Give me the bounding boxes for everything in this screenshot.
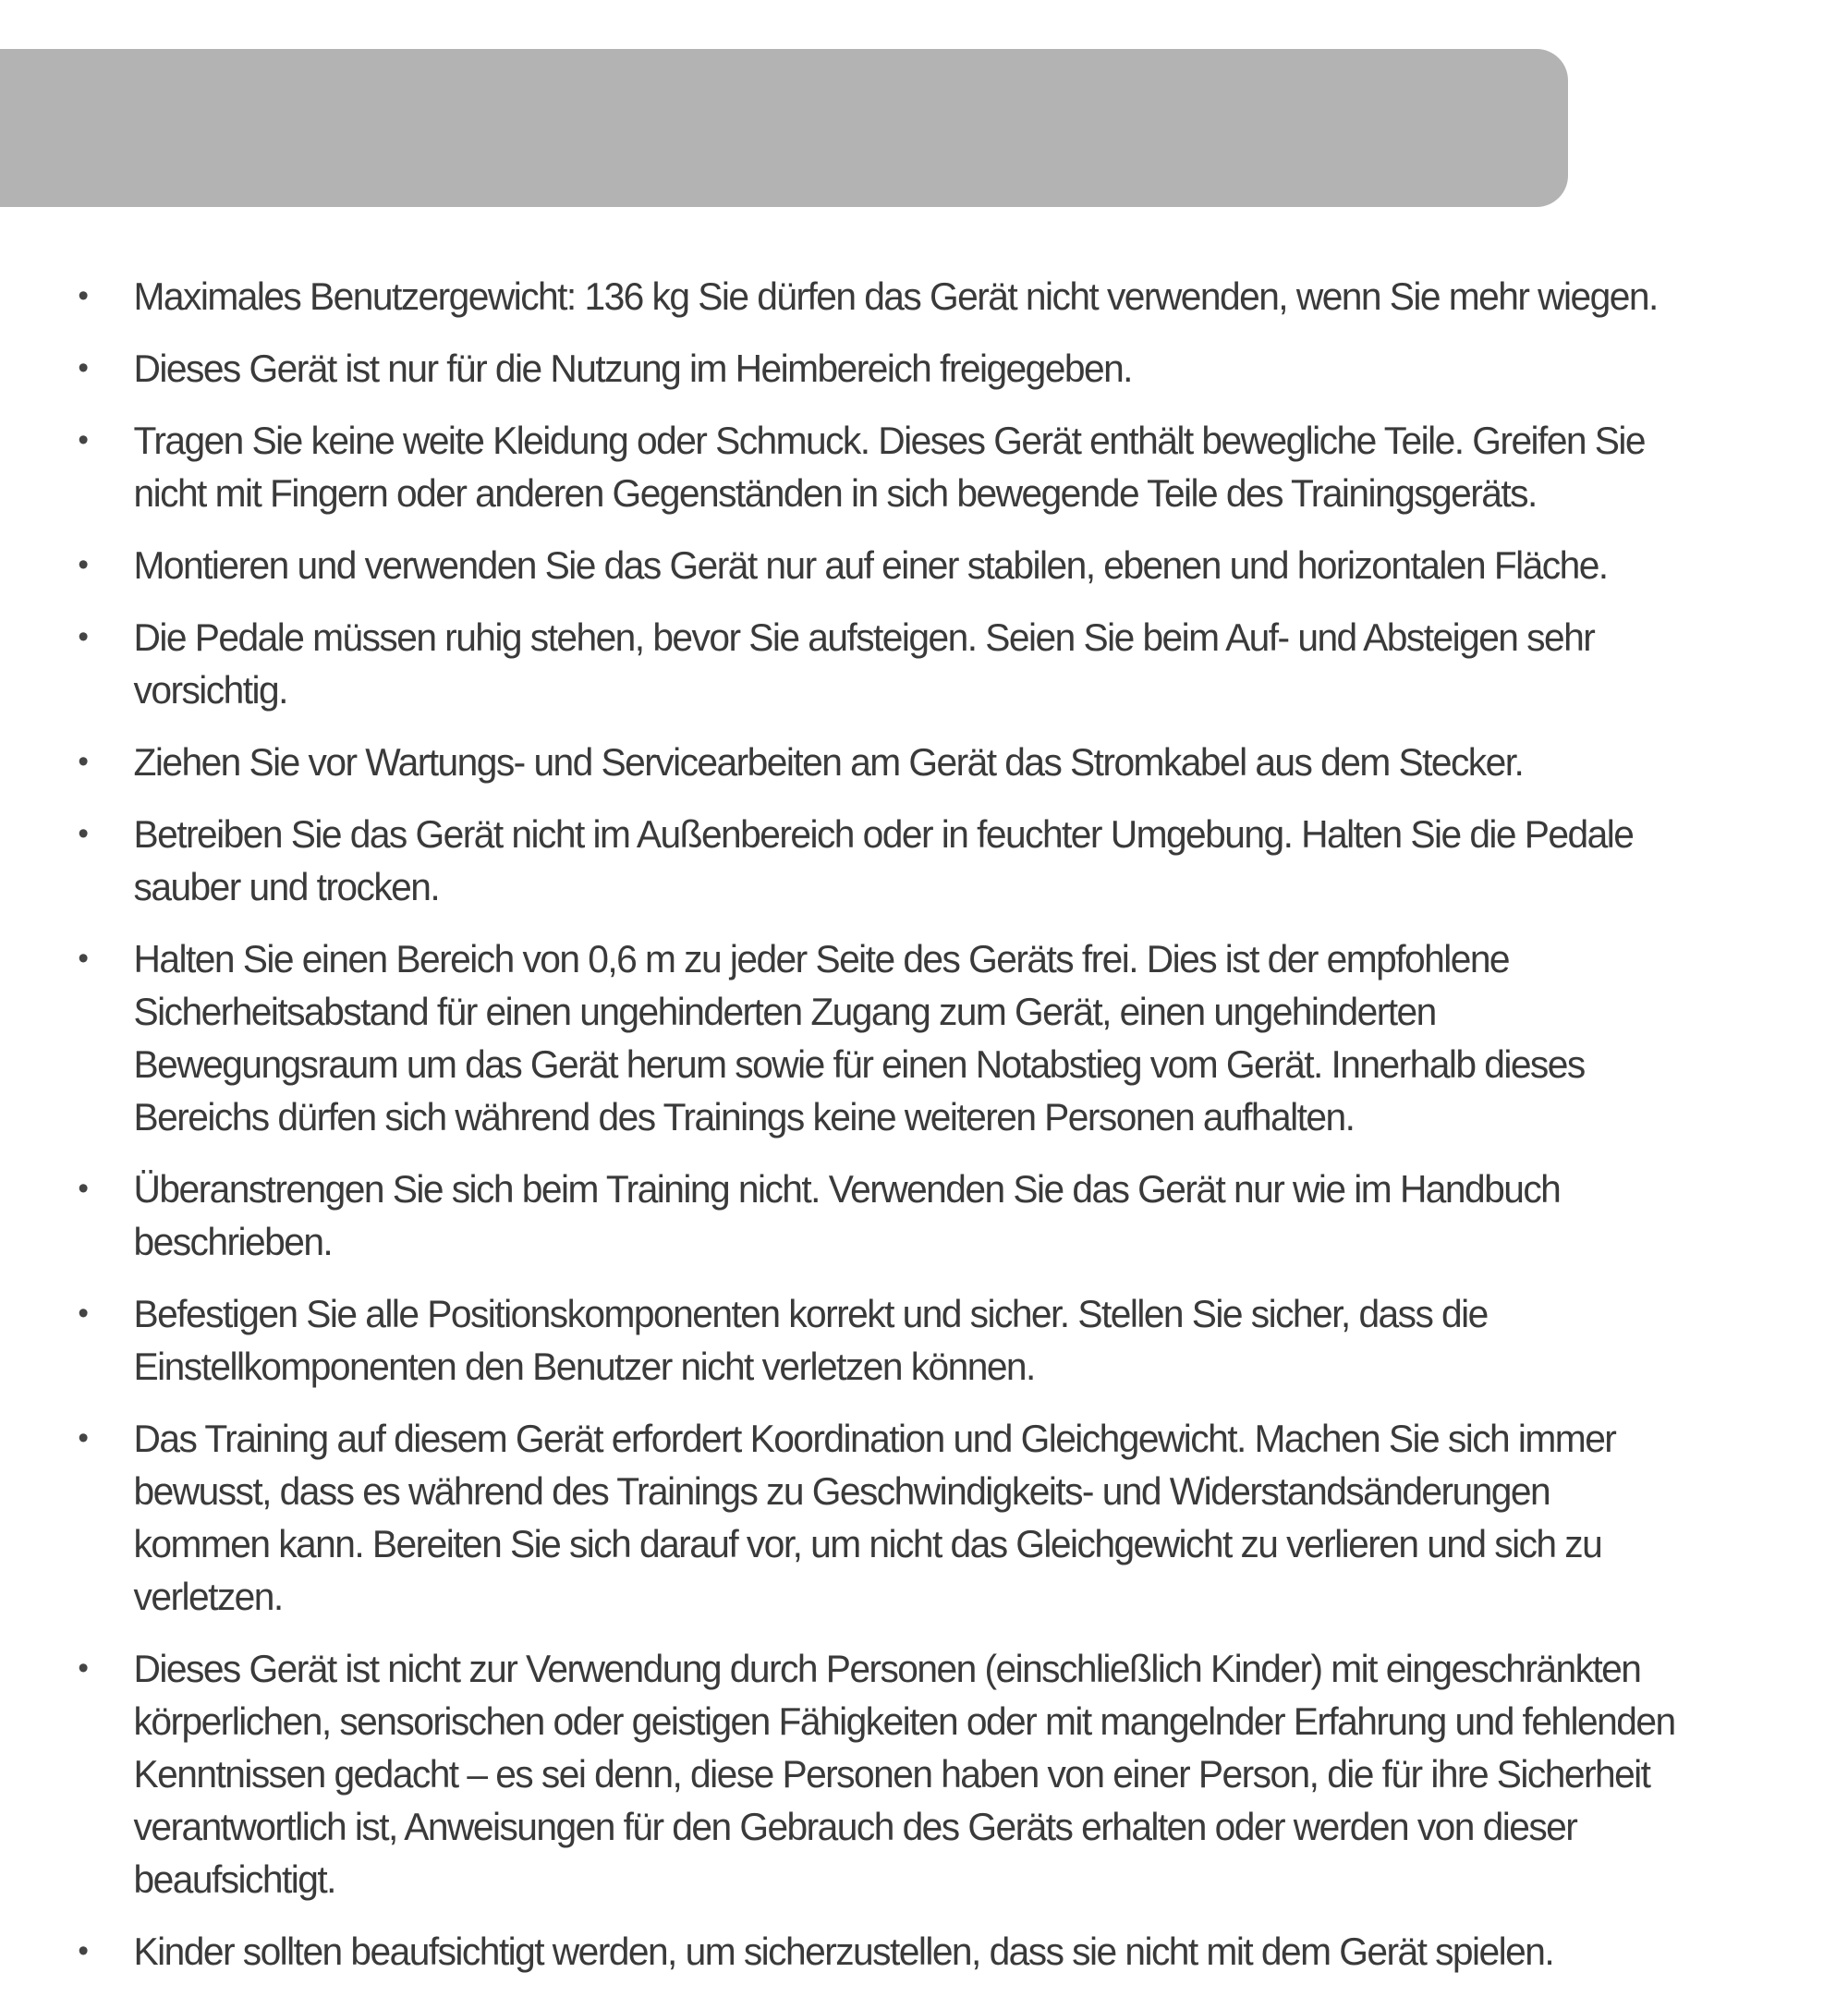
list-item	[0, 342, 1675, 395]
bullet-icon: •	[78, 816, 88, 851]
list-item	[0, 270, 1675, 323]
list-item	[0, 736, 1675, 788]
list-item-text: Montieren und verwenden Sie das Gerät nur auf einer stabilen, ebenen und horizontalen Fläche.	[133, 543, 1608, 587]
list-item-text: Betreiben Sie das Gerät nicht im Außenbereich oder in feuchter Umgebung. Halten Sie die Pedale sauber und trocken.	[133, 812, 1634, 908]
list-item	[0, 1287, 1675, 1393]
list-item	[0, 1925, 1675, 1978]
list-item-text: Dieses Gerät ist nicht zur Verwendung durch Personen (einschließlich Kinder) mit eingeschränkten körperlichen, sensorischen oder geistigen Fähigkeiten oder mit mangelnder Erfahrung und fehlenden Kenntnissen gedacht – es sei denn, diese Personen haben von einer Person, die für ihre Sicherheit verantwortlich ist, Anweisungen für den Gebrauch des Geräts erhalten oder werden von dieser beaufsichtigt.	[133, 1647, 1675, 1901]
list-item-text: Befestigen Sie alle Positionskomponenten korrekt und sicher. Stellen Sie sicher, dass die Einstellkomponenten den Benutzer nicht verletzen können.	[133, 1292, 1488, 1388]
list-item-text: Dieses Gerät ist nur für die Nutzung im Heimbereich freigegeben.	[133, 347, 1132, 390]
section-header-bar	[0, 49, 1568, 207]
list-item	[0, 539, 1675, 591]
bullet-icon: •	[78, 619, 88, 654]
list-item-text: Tragen Sie keine weite Kleidung oder Schmuck. Dieses Gerät enthält bewegliche Teile. Greifen Sie nicht mit Fingern oder anderen Gegenständen in sich bewegende Teile des Trainingsgeräts.	[133, 419, 1646, 515]
bullet-icon: •	[78, 1933, 88, 1968]
bullet-icon: •	[78, 1296, 88, 1331]
bullet-icon: •	[78, 422, 88, 457]
list-item	[0, 1163, 1675, 1268]
bullet-icon: •	[78, 547, 88, 582]
list-item-text: Maximales Benutzergewicht: 136 kg Sie dürfen das Gerät nicht verwenden, wenn Sie mehr wiegen.	[133, 274, 1658, 318]
list-item	[0, 414, 1675, 519]
list-item	[0, 1642, 1675, 1906]
bullet-icon: •	[78, 1171, 88, 1206]
list-item-text: Kinder sollten beaufsichtigt werden, um sicherzustellen, dass sie nicht mit dem Gerät spielen.	[133, 1930, 1554, 1973]
list-item-text: Überanstrengen Sie sich beim Training nicht. Verwenden Sie das Gerät nur wie im Handbuch beschrieben.	[133, 1167, 1561, 1263]
list-item	[0, 611, 1675, 716]
list-item-text: Das Training auf diesem Gerät erfordert Koordination und Gleichgewicht. Machen Sie sich immer bewusst, dass es während des Trainings zu Geschwindigkeits- und Widerstandsänderungen kommen kann. Bereiten Sie sich darauf vor, um nicht das Gleichgewicht zu verlieren und sich zu verletzen.	[133, 1417, 1616, 1618]
bullet-icon: •	[78, 278, 88, 313]
list-item	[0, 808, 1675, 913]
list-item-text: Die Pedale müssen ruhig stehen, bevor Sie aufsteigen. Seien Sie beim Auf- und Absteigen sehr vorsichtig.	[133, 615, 1595, 712]
bullet-icon: •	[78, 941, 88, 976]
safety-instructions-list	[0, 270, 1848, 1997]
bullet-icon: •	[78, 1650, 88, 1686]
list-item-text: Ziehen Sie vor Wartungs- und Servicearbeiten am Gerät das Stromkabel aus dem Stecker.	[133, 740, 1524, 784]
list-item-text: Halten Sie einen Bereich von 0,6 m zu jeder Seite des Geräts frei. Dies ist der empfohlene Sicherheitsabstand für einen ungehinderten Zugang zum Gerät, einen ungehinderten Bewegungsraum um das Gerät herum sowie für einen Notabstieg vom Gerät. Innerhalb dieses Bereichs dürfen sich während des Trainings keine weiteren Personen aufhalten.	[133, 937, 1585, 1139]
bullet-icon: •	[78, 1420, 88, 1455]
bullet-icon: •	[78, 350, 88, 385]
list-item	[0, 932, 1675, 1143]
list-item	[0, 1412, 1675, 1623]
bullet-icon: •	[78, 744, 88, 779]
